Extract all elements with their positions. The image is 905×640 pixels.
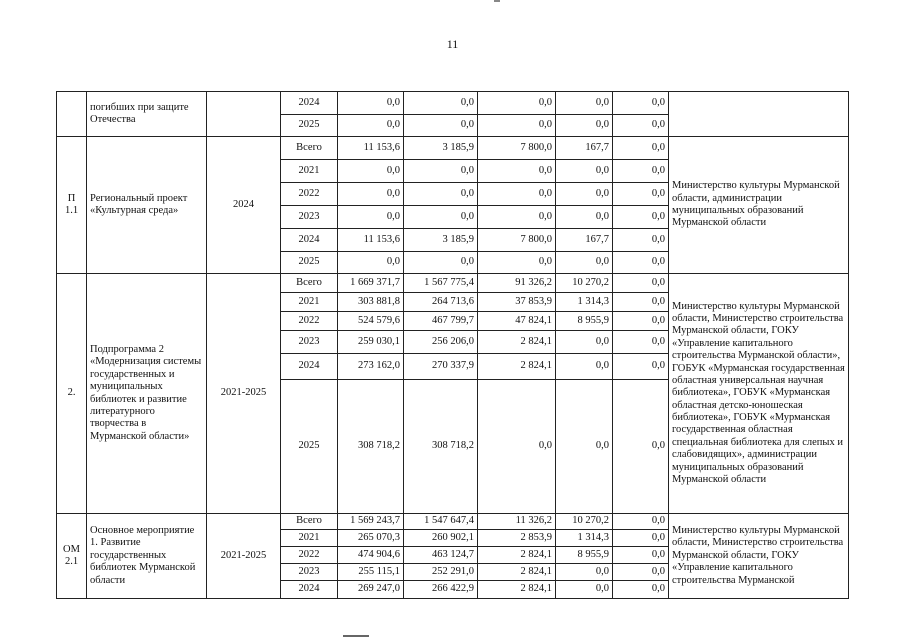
amount-cell: 270 337,9 <box>404 354 478 380</box>
amount-cell: 524 579,6 <box>338 312 404 331</box>
amount-cell: 0,0 <box>613 92 669 115</box>
executor-cell: Министерство культуры Мурманской области, администрации муниципальных образований Мурманской области <box>669 137 849 274</box>
period-cell <box>207 92 281 137</box>
amount-cell: 0,0 <box>556 160 613 183</box>
amount-cell: 7 800,0 <box>478 137 556 160</box>
amount-cell: 0,0 <box>613 514 669 530</box>
item-code-cell: П 1.1 <box>57 137 87 274</box>
amount-cell: 0,0 <box>613 229 669 252</box>
amount-cell: 0,0 <box>478 160 556 183</box>
amount-cell: 0,0 <box>613 547 669 564</box>
year-cell: 2022 <box>281 547 338 564</box>
item-name-cell: Региональный проект «Культурная среда» <box>87 137 207 274</box>
period-cell: 2024 <box>207 137 281 274</box>
amount-cell: 2 853,9 <box>478 530 556 547</box>
amount-cell: 259 030,1 <box>338 331 404 354</box>
amount-cell: 1 569 243,7 <box>338 514 404 530</box>
page-number: 11 <box>446 37 459 51</box>
amount-cell: 2 824,1 <box>478 331 556 354</box>
amount-cell: 0,0 <box>556 380 613 514</box>
year-cell: 2025 <box>281 115 338 137</box>
amount-cell: 7 800,0 <box>478 229 556 252</box>
amount-cell: 91 326,2 <box>478 274 556 293</box>
year-cell: 2024 <box>281 581 338 599</box>
amount-cell: 0,0 <box>478 206 556 229</box>
amount-cell: 252 291,0 <box>404 564 478 581</box>
amount-cell: 308 718,2 <box>338 380 404 514</box>
amount-cell: 0,0 <box>613 380 669 514</box>
year-cell: 2025 <box>281 380 338 514</box>
amount-cell: 0,0 <box>613 331 669 354</box>
amount-cell: 0,0 <box>613 581 669 599</box>
amount-cell: 0,0 <box>338 206 404 229</box>
amount-cell: 303 881,8 <box>338 293 404 312</box>
amount-cell: 260 902,1 <box>404 530 478 547</box>
amount-cell: 11 153,6 <box>338 137 404 160</box>
year-cell: 2024 <box>281 92 338 115</box>
amount-cell: 0,0 <box>404 206 478 229</box>
amount-cell: 0,0 <box>338 252 404 274</box>
executor-cell: Министерство культуры Мурманской области, Министерство строительства Мурманской области, ГОКУ «Управление капитального строительства Мурманской области», ГОБУК «Мурманская государственная областная универсальная научная библиотека», ГОБУК «Мурманская областная детско-юношеская библиотека», ГОБУК «Мурманская государственная областная специальная библиотека для слепых и слабовидящих», администрации муниципальных образований Мурманской области <box>669 274 849 514</box>
year-cell: 2025 <box>281 252 338 274</box>
amount-cell: 0,0 <box>556 252 613 274</box>
amount-cell: 256 206,0 <box>404 331 478 354</box>
amount-cell: 11 153,6 <box>338 229 404 252</box>
amount-cell: 0,0 <box>556 206 613 229</box>
amount-cell: 167,7 <box>556 137 613 160</box>
period-cell: 2021-2025 <box>207 514 281 599</box>
amount-cell: 0,0 <box>613 354 669 380</box>
amount-cell: 0,0 <box>613 312 669 331</box>
year-cell: Всего <box>281 274 338 293</box>
amount-cell: 255 115,1 <box>338 564 404 581</box>
year-cell: 2023 <box>281 331 338 354</box>
amount-cell: 0,0 <box>478 252 556 274</box>
amount-cell: 1 669 371,7 <box>338 274 404 293</box>
amount-cell: 269 247,0 <box>338 581 404 599</box>
amount-cell: 0,0 <box>478 92 556 115</box>
scan-mark-top <box>494 0 500 2</box>
amount-cell: 10 270,2 <box>556 274 613 293</box>
amount-cell: 467 799,7 <box>404 312 478 331</box>
amount-cell: 1 314,3 <box>556 293 613 312</box>
amount-cell: 0,0 <box>613 252 669 274</box>
amount-cell: 2 824,1 <box>478 547 556 564</box>
item-name-cell: Подпрограмма 2 «Модернизация системы государственных и муниципальных библиотек и развитие литературного творчества в Мурманской области» <box>87 274 207 514</box>
amount-cell: 1 547 647,4 <box>404 514 478 530</box>
item-code-cell <box>57 92 87 137</box>
amount-cell: 37 853,9 <box>478 293 556 312</box>
amount-cell: 0,0 <box>613 530 669 547</box>
executor-cell: Министерство культуры Мурманской области, Министерство строительства Мурманской области, ГОКУ «Управление капитального строительства Мурманской <box>669 514 849 599</box>
table-row <box>57 137 849 160</box>
amount-cell: 0,0 <box>404 92 478 115</box>
amount-cell: 0,0 <box>404 115 478 137</box>
table-row <box>57 92 849 115</box>
amount-cell: 0,0 <box>556 183 613 206</box>
amount-cell: 0,0 <box>338 183 404 206</box>
amount-cell: 0,0 <box>478 183 556 206</box>
amount-cell: 167,7 <box>556 229 613 252</box>
amount-cell: 0,0 <box>478 115 556 137</box>
amount-cell: 0,0 <box>613 137 669 160</box>
amount-cell: 2 824,1 <box>478 354 556 380</box>
year-cell: 2023 <box>281 206 338 229</box>
amount-cell: 0,0 <box>556 581 613 599</box>
amount-cell: 0,0 <box>338 160 404 183</box>
amount-cell: 8 955,9 <box>556 547 613 564</box>
amount-cell: 0,0 <box>556 92 613 115</box>
amount-cell: 10 270,2 <box>556 514 613 530</box>
year-cell: Всего <box>281 137 338 160</box>
amount-cell: 0,0 <box>613 206 669 229</box>
amount-cell: 0,0 <box>338 92 404 115</box>
amount-cell: 0,0 <box>613 115 669 137</box>
year-cell: 2024 <box>281 229 338 252</box>
amount-cell: 0,0 <box>556 564 613 581</box>
amount-cell: 0,0 <box>404 183 478 206</box>
amount-cell: 0,0 <box>556 115 613 137</box>
item-name-cell: погибших при защите Отечества <box>87 92 207 137</box>
amount-cell: 1 314,3 <box>556 530 613 547</box>
year-cell: 2021 <box>281 530 338 547</box>
year-cell: Всего <box>281 514 338 530</box>
amount-cell: 0,0 <box>613 183 669 206</box>
year-cell: 2022 <box>281 312 338 331</box>
amount-cell: 0,0 <box>556 354 613 380</box>
amount-cell: 1 567 775,4 <box>404 274 478 293</box>
budget-table <box>56 91 849 599</box>
amount-cell: 3 185,9 <box>404 229 478 252</box>
year-cell: 2024 <box>281 354 338 380</box>
item-code-cell: ОМ 2.1 <box>57 514 87 599</box>
amount-cell: 0,0 <box>613 274 669 293</box>
amount-cell: 0,0 <box>404 252 478 274</box>
amount-cell: 266 422,9 <box>404 581 478 599</box>
year-cell: 2023 <box>281 564 338 581</box>
period-cell: 2021-2025 <box>207 274 281 514</box>
executor-cell <box>669 92 849 137</box>
amount-cell: 308 718,2 <box>404 380 478 514</box>
amount-cell: 2 824,1 <box>478 564 556 581</box>
table-row <box>57 514 849 530</box>
amount-cell: 474 904,6 <box>338 547 404 564</box>
amount-cell: 0,0 <box>613 293 669 312</box>
amount-cell: 8 955,9 <box>556 312 613 331</box>
item-name-cell: Основное мероприятие 1. Развитие государственных библиотек Мурманской области <box>87 514 207 599</box>
amount-cell: 265 070,3 <box>338 530 404 547</box>
item-code-cell: 2. <box>57 274 87 514</box>
amount-cell: 463 124,7 <box>404 547 478 564</box>
table-row <box>57 274 849 293</box>
amount-cell: 2 824,1 <box>478 581 556 599</box>
year-cell: 2022 <box>281 183 338 206</box>
year-cell: 2021 <box>281 293 338 312</box>
amount-cell: 0,0 <box>338 115 404 137</box>
amount-cell: 0,0 <box>556 331 613 354</box>
amount-cell: 0,0 <box>478 380 556 514</box>
amount-cell: 0,0 <box>613 564 669 581</box>
amount-cell: 0,0 <box>404 160 478 183</box>
amount-cell: 0,0 <box>613 160 669 183</box>
amount-cell: 3 185,9 <box>404 137 478 160</box>
year-cell: 2021 <box>281 160 338 183</box>
amount-cell: 47 824,1 <box>478 312 556 331</box>
amount-cell: 11 326,2 <box>478 514 556 530</box>
amount-cell: 273 162,0 <box>338 354 404 380</box>
scan-mark-bottom <box>343 635 369 637</box>
amount-cell: 264 713,6 <box>404 293 478 312</box>
